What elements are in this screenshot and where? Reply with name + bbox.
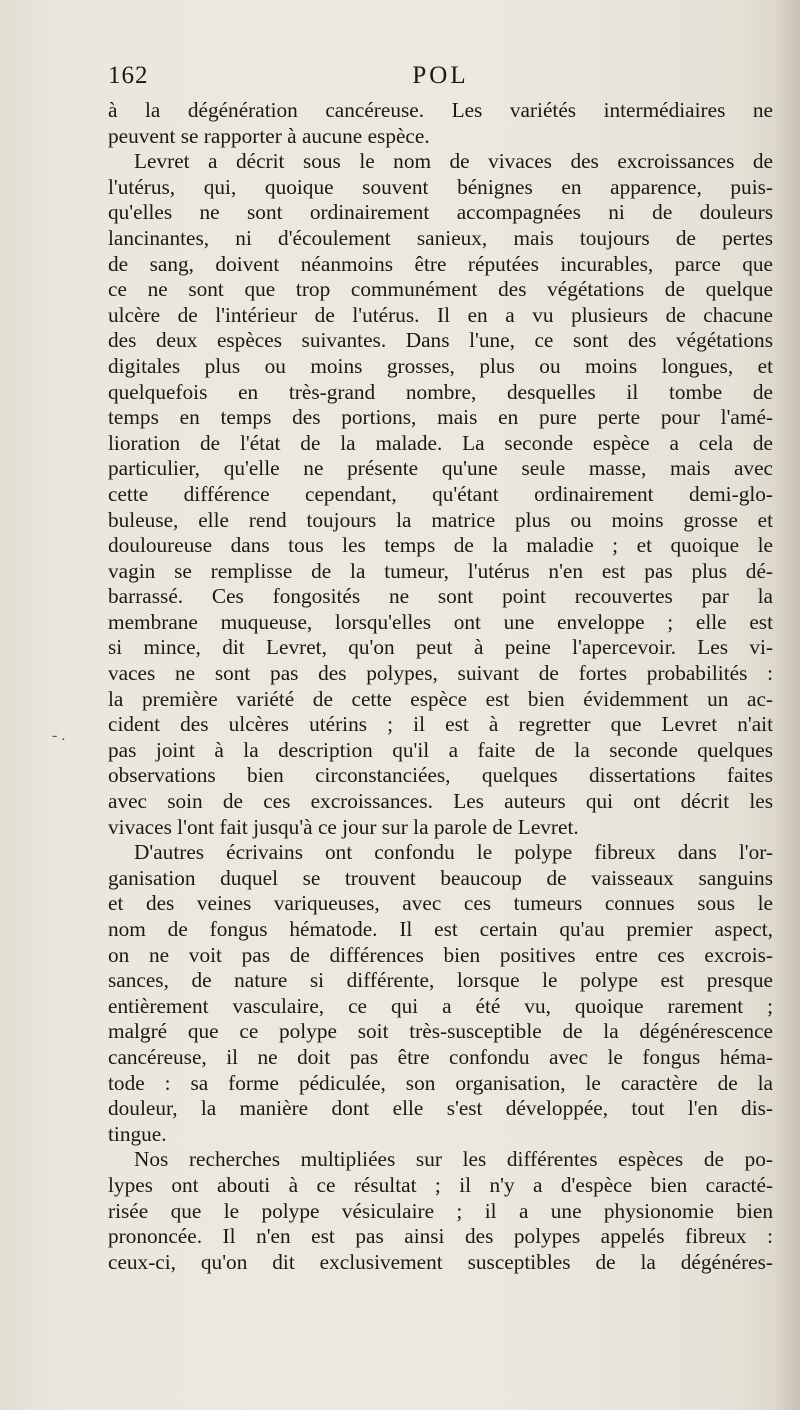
- text-line: malgré que ce polype soit très-susceptible de la dégénérescence: [108, 1019, 773, 1044]
- text-line: la première variété de cette espèce est bien évidemment un ac-: [108, 686, 773, 711]
- margin-dash-mark: - .: [52, 727, 66, 744]
- text-line: barrassé. Ces fongosités ne sont point recouvertes par la: [108, 584, 773, 609]
- text-line: lypes ont abouti à ce résultat ; il n'y a d'espèce bien caracté-: [108, 1172, 773, 1197]
- text-line: de sang, doivent néanmoins être réputées incurables, parce que: [108, 251, 773, 276]
- text-line: lioration de l'état de la malade. La seconde espèce a cela de: [108, 430, 773, 455]
- text-line: lancinantes, ni d'écoulement sanieux, mais toujours de pertes: [108, 225, 773, 250]
- text-line: particulier, qu'elle ne présente qu'une seule masse, mais avec: [108, 456, 773, 481]
- text-line: Levret a décrit sous le nom de vivaces des excroissances de: [134, 149, 773, 174]
- text-line: à la dégénération cancéreuse. Les variétés intermédiaires ne: [108, 98, 773, 122]
- text-line: observations bien circonstanciées, quelques dissertations faites: [108, 763, 773, 788]
- text-line: prononcée. Il n'en est pas ainsi des polypes appelés fibreux :: [108, 1224, 773, 1249]
- text-line: pas joint à la description qu'il a faite de la seconde quelques: [108, 737, 773, 762]
- text-line: risée que le polype vésiculaire ; il a une physionomie bien: [108, 1198, 773, 1223]
- text-line: digitales plus ou moins grosses, plus ou moins longues, et: [108, 353, 773, 378]
- running-head: POL: [412, 62, 469, 89]
- text-line: Nos recherches multipliées sur les différentes espèces de po-: [134, 1147, 773, 1172]
- page-header: [108, 62, 773, 96]
- text-line: cancéreuse, il ne doit pas être confondu avec le fongus héma-: [108, 1044, 773, 1069]
- text-line: si mince, dit Levret, qu'on peut à peine l'apercevoir. Les vi-: [108, 635, 773, 660]
- text-line: ganisation duquel se trouvent beaucoup de vaisseaux sanguins: [108, 865, 773, 890]
- text-line: douleur, la manière dont elle s'est développée, tout l'en dis-: [108, 1096, 773, 1121]
- text-line: l'utérus, qui, quoique souvent bénignes en apparence, puis-: [108, 174, 773, 199]
- text-line: des deux espèces suivantes. Dans l'une, ce sont des végétations: [108, 328, 773, 353]
- text-line: nom de fongus hématode. Il est certain qu'au premier aspect,: [108, 917, 773, 941]
- text-line: peuvent se rapporter à aucune espèce.: [108, 123, 430, 148]
- text-line: vaces ne sont pas des polypes, suivant de fortes probabilités :: [108, 661, 773, 686]
- text-line: vivaces l'ont fait jusqu'à ce jour sur la parole de Levret.: [108, 814, 579, 839]
- text-line: buleuse, elle rend toujours la matrice plus ou moins grosse et: [108, 507, 773, 532]
- body-text: [108, 98, 773, 1275]
- text-line: et des veines variqueuses, avec ces tumeurs connues sous le: [108, 891, 773, 916]
- text-line: membrane muqueuse, lorsqu'elles ont une enveloppe ; elle est: [108, 609, 773, 634]
- text-line: sances, de nature si différente, lorsque le polype est presque: [108, 968, 773, 993]
- text-line: entièrement vasculaire, ce qui a été vu, quoique rarement ;: [108, 993, 773, 1018]
- text-line: cette différence cependant, qu'étant ordinairement demi-glo-: [108, 481, 773, 506]
- text-line: ce ne sont que trop communément des végétations de quelque: [108, 277, 773, 302]
- text-line: avec soin de ces excroissances. Les auteurs qui ont décrit les: [108, 789, 773, 814]
- text-line: tode : sa forme pédiculée, son organisation, le caractère de la: [108, 1070, 773, 1095]
- text-line: on ne voit pas de différences bien positives entre ces excrois-: [108, 942, 773, 967]
- text-line: qu'elles ne sont ordinairement accompagnées ni de douleurs: [108, 200, 773, 225]
- text-line: D'autres écrivains ont confondu le polype fibreux dans l'or-: [134, 840, 773, 865]
- text-line: ulcère de l'intérieur de l'utérus. Il en a vu plusieurs de chacune: [108, 302, 773, 327]
- page-edge-shadow: [774, 0, 800, 1410]
- text-line: ceux-ci, qu'on dit exclusivement susceptibles de la dégénéres-: [108, 1249, 773, 1274]
- page-number: 162: [108, 62, 149, 89]
- text-line: temps en temps des portions, mais en pure perte pour l'amé-: [108, 405, 773, 430]
- text-line: douloureuse dans tous les temps de la maladie ; et quoique le: [108, 533, 773, 558]
- text-line: quelquefois en très-grand nombre, desquelles il tombe de: [108, 379, 773, 404]
- text-line: tingue.: [108, 1121, 167, 1146]
- text-line: cident des ulcères utérins ; il est à regretter que Levret n'ait: [108, 712, 773, 737]
- text-line: vagin se remplisse de la tumeur, l'utérus n'en est pas plus dé-: [108, 558, 773, 583]
